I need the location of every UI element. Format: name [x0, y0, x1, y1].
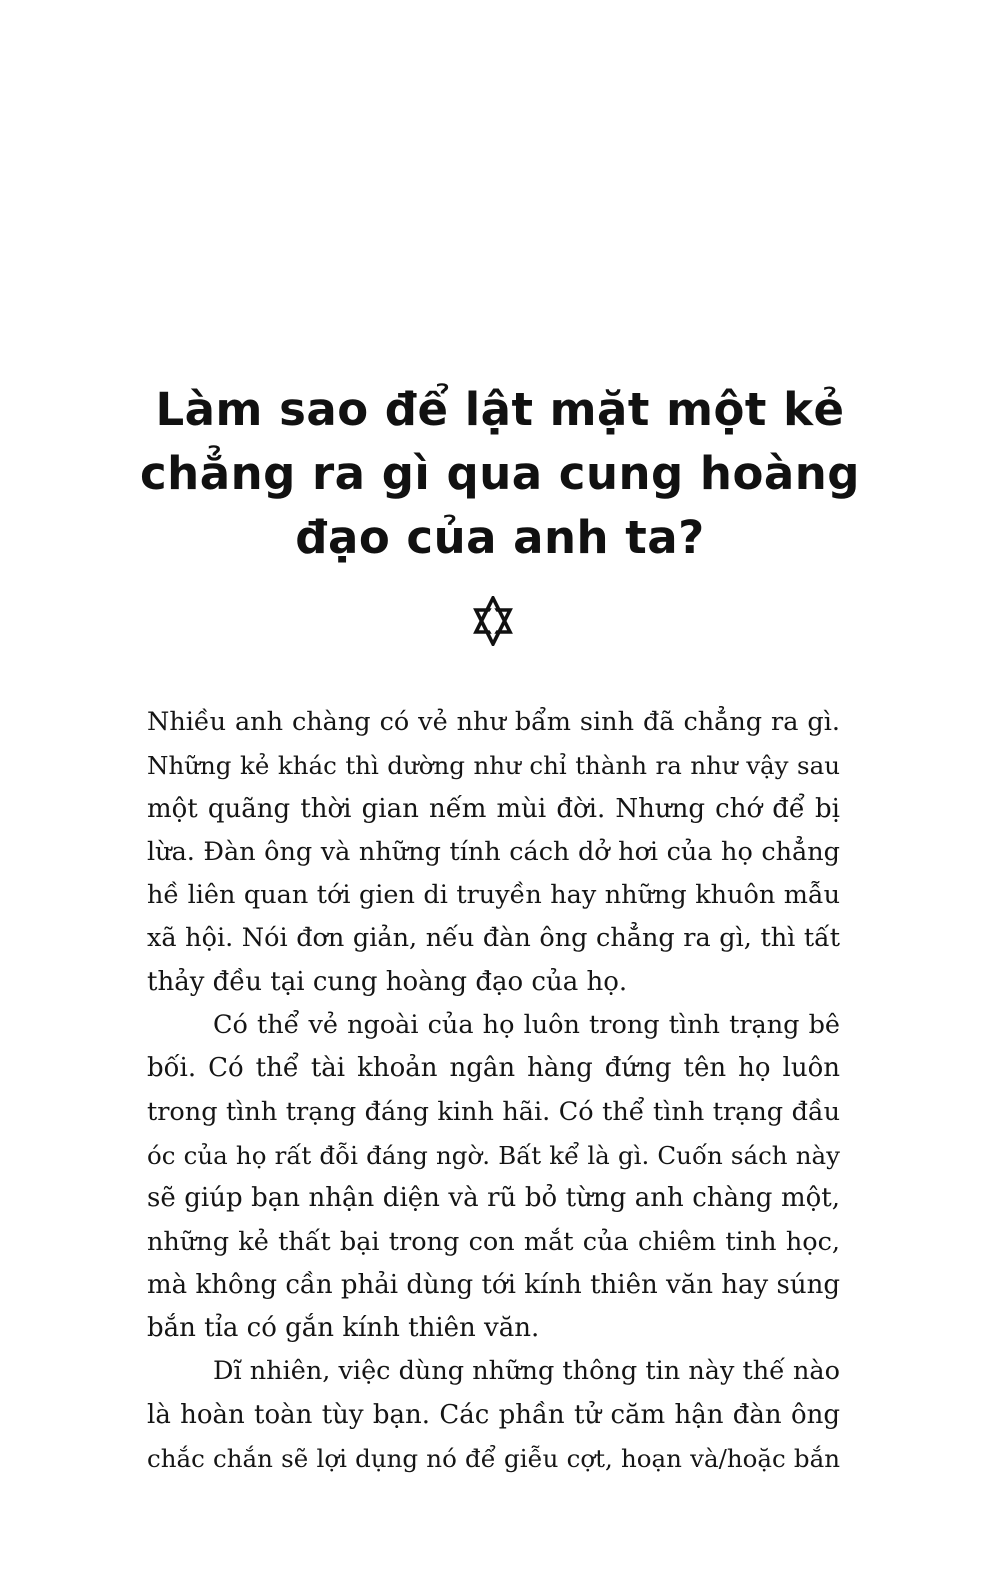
text-line: một quãng thời gian nếm mùi đời. Nhưng chớ để bị — [147, 793, 840, 824]
paragraph — [147, 1350, 840, 1480]
body-text — [147, 701, 840, 1480]
text-line: bối. Có thể tài khoản ngân hàng đứng tên họ luôn — [147, 1053, 840, 1084]
text-line: là hoàn toàn tùy bạn. Các phần tử căm hận đàn ông — [147, 1399, 840, 1430]
text-line: chắc chắn sẽ lợi dụng nó để giễu cợt, hoạn và/hoặc bắn — [147, 1444, 840, 1474]
paragraph — [147, 1004, 840, 1350]
text-line: Nhiều anh chàng có vẻ như bẩm sinh đã chẳng ra gì. — [147, 707, 840, 737]
chapter-title-line: chẳng ra gì qua cung hoàng — [140, 447, 860, 500]
text-line: bắn tỉa có gắn kính thiên văn. — [147, 1313, 540, 1344]
chapter-title-line: Làm sao để lật mặt một kẻ — [155, 383, 845, 436]
text-line: Những kẻ khác thì dường như chỉ thành ra như vậy sau — [147, 751, 840, 781]
text-line: mà không cần phải dùng tới kính thiên văn hay súng — [147, 1269, 840, 1300]
text-line: thảy đều tại cung hoàng đạo của họ. — [147, 966, 628, 997]
text-line: Dĩ nhiên, việc dùng những thông tin này thế nào — [213, 1356, 840, 1387]
text-line: hề liên quan tới gien di truyền hay những khuôn mẫu — [147, 880, 840, 911]
six-point-star-icon — [468, 596, 518, 646]
text-line: trong tình trạng đáng kinh hãi. Có thể tình trạng đầu — [147, 1096, 840, 1127]
text-line: lừa. Đàn ông và những tính cách dở hơi của họ chẳng — [147, 836, 840, 867]
text-line: xã hội. Nói đơn giản, nếu đàn ông chẳng ra gì, thì tất — [147, 923, 840, 954]
chapter-title-line: đạo của anh ta? — [295, 511, 705, 564]
paragraph — [147, 701, 840, 1004]
text-line: Có thể vẻ ngoài của họ luôn trong tình trạng bê — [213, 1010, 840, 1041]
text-line: óc của họ rất đỗi đáng ngờ. Bất kể là gì. Cuốn sách này — [147, 1140, 840, 1170]
text-line: sẽ giúp bạn nhận diện và rũ bỏ từng anh chàng một, — [147, 1183, 840, 1214]
chapter-title — [120, 378, 880, 570]
text-line: những kẻ thất bại trong con mắt của chiêm tinh học, — [147, 1226, 840, 1257]
